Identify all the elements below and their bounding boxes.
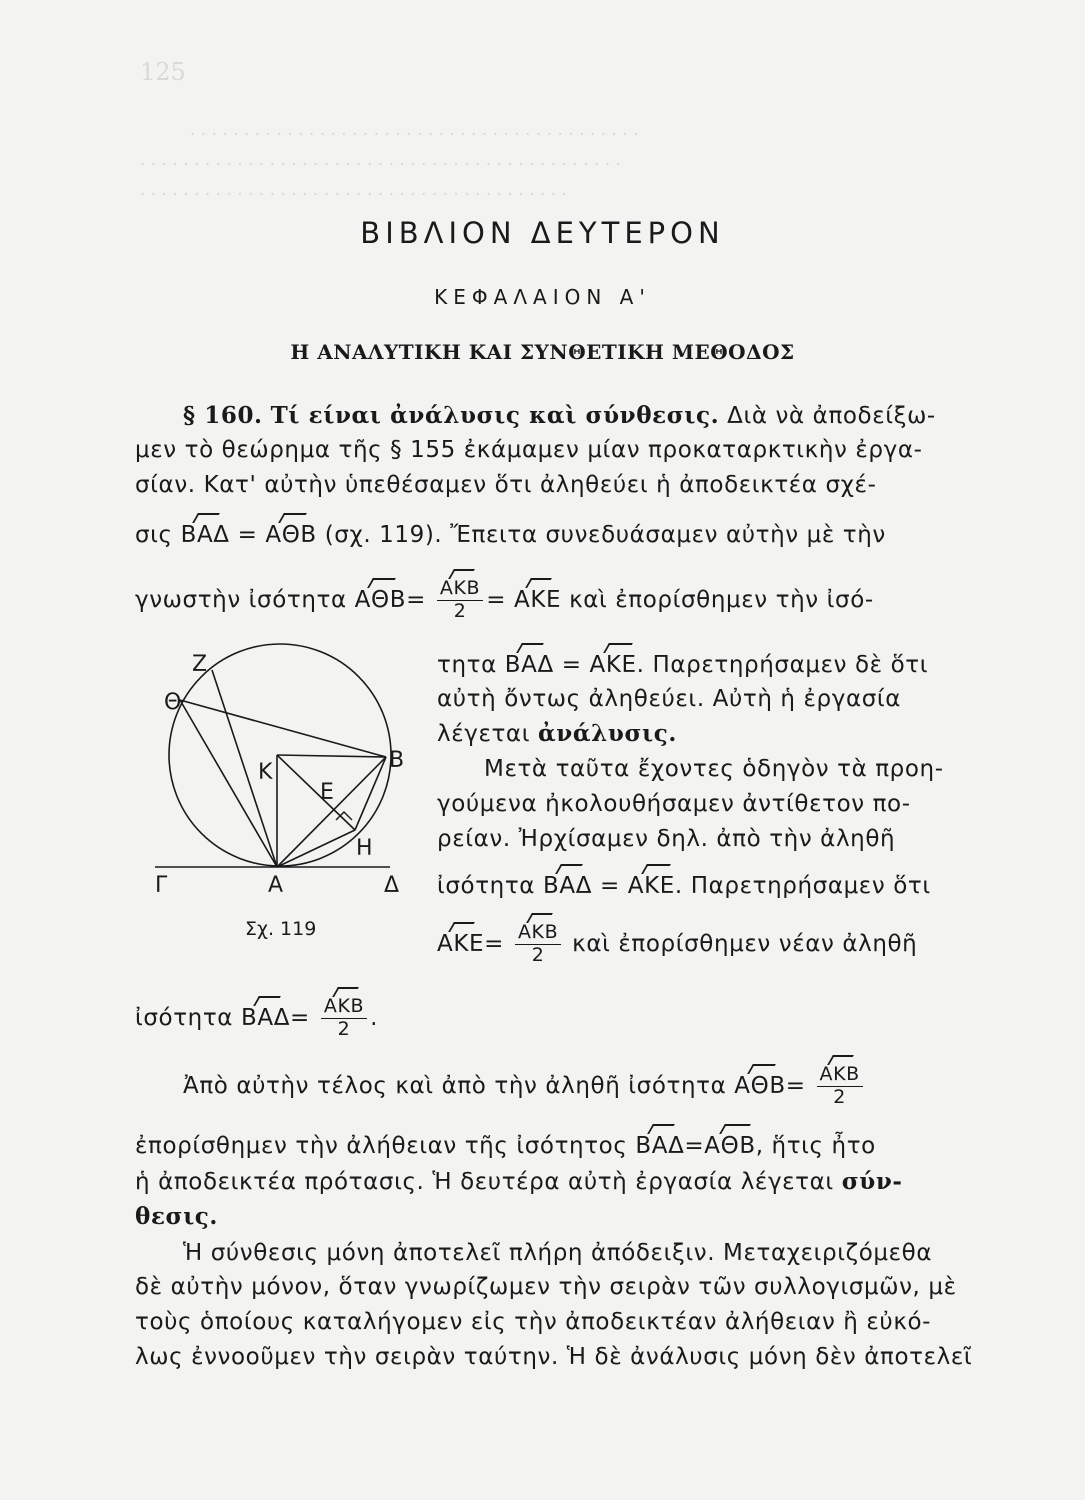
line-k-b [277, 755, 386, 757]
text-line [437, 652, 928, 678]
text-line: λως ἐννοοῦμεν τὴν σειρὰν ταύτην. Ἡ δὲ ἀνάλυσις μόνη δὲν ἀποτελεῖ [135, 1344, 973, 1370]
point-z: Ζ [192, 652, 208, 677]
equals-sign: = [406, 586, 426, 613]
text-line: γούμενα ἠκολουθήσαμεν ἀντίθετον πο- [437, 791, 911, 817]
text-line [135, 1168, 903, 1195]
text-line [135, 578, 874, 623]
fraction-akb-over-2 [515, 922, 561, 967]
section-heading: Τί είναι ἀνάλυσις καὶ σύνθεσις. [270, 402, 720, 429]
equals-sign: = [486, 586, 507, 613]
text-span: σις [135, 522, 173, 548]
text-span: Παρετηρήσαμεν δὲ ὅτι [652, 652, 929, 678]
bleed-line: · · · · · · · · · · · · · · · · · · · · · · · · · · · · · · · · · · · · · · · · · · · · · [140, 155, 621, 175]
angle-athb: ΑΘΒ [265, 522, 317, 548]
angle-akb: ΑΚΒ [515, 922, 561, 945]
angle-bad: ΒΑΔ [635, 1133, 685, 1159]
text-span: ἰσότητα [135, 1004, 234, 1031]
text-line [437, 922, 917, 967]
figure-119 [150, 640, 420, 910]
equals-sign: = [785, 1072, 806, 1099]
angle-bad: ΒΑΔ [504, 652, 554, 678]
angle-athb: ΑΘΒ, [704, 1133, 764, 1159]
equals-sign: = [290, 1004, 310, 1031]
angle-athb: ΑΘΒ [734, 1072, 786, 1099]
term-synthesis: σύν- [841, 1168, 903, 1195]
point-d: Δ [384, 873, 400, 898]
text-line: σίαν. Κατ' αὐτὴν ὑπεθέσαμεν ὅτι ἀληθεύει ἡ ἀποδεικτέα σχέ- [135, 472, 877, 498]
denominator: 2 [453, 599, 467, 622]
period: . [370, 1004, 379, 1031]
angle-akb: ΑΚΒ [817, 1064, 863, 1087]
text-line: αὐτὴ ὄντως ἀληθεύει. Αὐτὴ ἡ ἐργασία [437, 686, 902, 712]
equals-sign: = [237, 522, 258, 548]
angle-bad: ΒΑΔ [241, 1004, 291, 1031]
bleed-page-number: 125 [140, 58, 186, 86]
text-span: Διὰ νὰ ἀποδείξω- [727, 403, 936, 429]
text-span: ἥτις ἦτο [771, 1133, 876, 1159]
fraction-akb-over-2 [437, 578, 483, 623]
text-span: Παρετηρήσαμεν ὅτι [690, 873, 931, 899]
bleed-line: · · · · · · · · · · · · · · · · · · · · · · · · · · · · · · · · · · · · · · · · · · [190, 125, 639, 145]
fraction-akb-over-2 [321, 996, 367, 1041]
text-line [183, 1064, 866, 1109]
text-line: τοὺς ὁποίους καταλήγομεν εἰς τὴν ἀποδεικτέαν ἀλήθειαν ἢ εὐκό- [135, 1309, 932, 1335]
point-g: Γ [155, 873, 168, 898]
text-line: Ἡ σύνθεσις μόνη ἀποτελεῖ πλήρη ἀπόδειξιν. Μεταχειριζόμεθα [183, 1240, 933, 1266]
text-line [183, 402, 936, 429]
angle-ake: ΑΚΕ [437, 930, 485, 957]
point-k: Κ [258, 760, 273, 785]
angle-ake: ΑΚΕ [513, 586, 562, 613]
text-line [135, 1133, 876, 1159]
line-a-h [277, 830, 355, 867]
text-span: Ἀπὸ αὐτὴν τέλος καὶ ἀπὸ τὴν ἀληθῆ ἰσότητα [183, 1072, 727, 1099]
text-line [135, 996, 378, 1041]
denominator: 2 [337, 1017, 351, 1040]
point-h: Η [356, 836, 373, 861]
text-line [437, 873, 931, 899]
chord-th-b [180, 700, 386, 757]
point-th: Θ [164, 690, 182, 715]
section-number: § 160. [183, 402, 263, 429]
angle-akb: ΑΚΒ [321, 996, 367, 1019]
text-span: ἡ ἀποδεικτέα πρότασις. Ἡ δευτέρα αὐτὴ ἐργασία λέγεται [135, 1169, 834, 1195]
text-span: ἐπορίσθημεν τὴν ἀλήθειαν τῆς ἰσότητος [135, 1133, 628, 1159]
book-title: ΒΙΒΛΙΟΝ ΔΕΥΤΕΡΟΝ [360, 216, 725, 250]
term-analysis: ἀνάλυσις. [538, 720, 677, 747]
denominator: 2 [833, 1085, 846, 1108]
angle-athb: ΑΘΒ [354, 586, 407, 613]
angle-ake: ΑΚΕ. [627, 873, 683, 899]
text-line: μεν τὸ θεώρημα τῆς § 155 ἐκάμαμεν μίαν προκαταρκτικὴν ἐργα- [135, 437, 923, 463]
text-span: καὶ ἐπορίσθημεν τὴν ἰσό- [569, 586, 874, 613]
text-span: λέγεται [437, 721, 531, 747]
equals-sign: = [684, 1133, 705, 1159]
angle-bad: ΒΑΔ [180, 522, 230, 548]
text-span: γνωστὴν ἰσότητα [135, 586, 347, 613]
fraction-akb-over-2 [817, 1064, 863, 1109]
angle-ake: ΑΚΕ. [589, 652, 645, 678]
equals-sign: = [599, 873, 620, 899]
text-span: καὶ ἐπορίσθημεν νέαν ἀληθῆ [572, 930, 918, 957]
line-k-h [277, 755, 355, 830]
equals-sign: = [484, 930, 505, 957]
text-line [135, 522, 886, 548]
point-a: Α [268, 873, 284, 898]
text-span: ἰσότητα [437, 873, 536, 899]
text-line: ρείαν. Ἠρχίσαμεν δηλ. ἀπὸ τὴν ἀληθῆ [437, 826, 896, 852]
text-line: δὲ αὐτὴν μόνον, ὅταν γνωρίζωμεν τὴν σειρὰν τῶν συλλογισμῶν, μὲ [135, 1274, 957, 1300]
text-span: τητα [437, 652, 497, 678]
point-e: Ε [320, 780, 334, 805]
section-title: Η ΑΝΑΛΥΤΙΚΗ ΚΑΙ ΣΥΝΘΕΤΙΚΗ ΜΕΘΟΔΟΣ [290, 340, 795, 364]
chapter-title: ΚΕΦΑΛΑΙΟΝ Α' [434, 285, 651, 309]
point-b: Β [389, 748, 405, 773]
text-span: (σχ. 119). Ἔπειτα συνεδυάσαμεν αὐτὴν μὲ τὴν [324, 522, 886, 548]
text-line: Μετὰ ταῦτα ἔχοντες ὁδηγὸν τὰ προη- [484, 756, 944, 782]
equals-sign: = [561, 652, 582, 678]
denominator: 2 [531, 943, 545, 966]
bleed-line: · · · · · · · · · · · · · · · · · · · · · · · · · · · · · · · · · · · · · · · · [140, 185, 567, 205]
angle-bad: ΒΑΔ [543, 873, 593, 899]
text-line [437, 720, 677, 747]
angle-akb: ΑΚΒ [437, 578, 483, 601]
term-synthesis-end: θεσις. [135, 1203, 219, 1230]
figure-caption: Σχ. 119 [245, 918, 317, 940]
